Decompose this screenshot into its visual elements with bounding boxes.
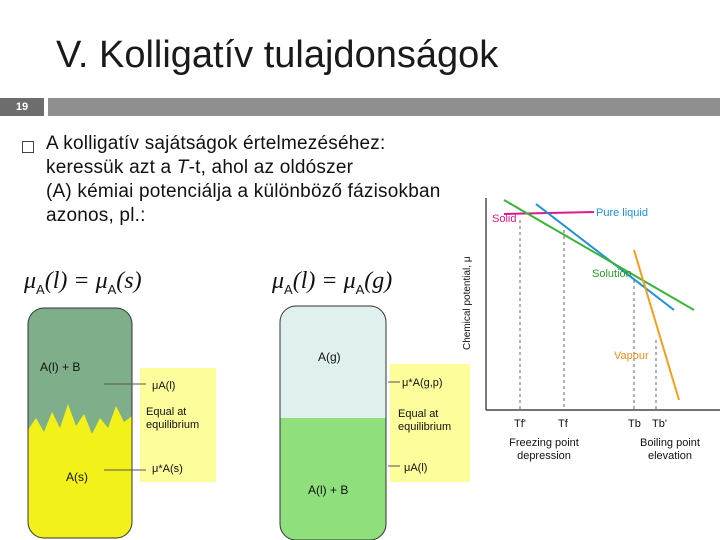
- bullet-square-icon: [22, 141, 34, 153]
- right-equation: $\mu_A(l) = \mu_A(g)$: [272, 268, 393, 297]
- right-mu-bottom: μA(l): [404, 462, 428, 474]
- right-equal-label: Equal at equilibrium: [398, 408, 452, 433]
- bullet-line-2: [46, 156, 566, 180]
- left-eq-lhs-sub: A: [36, 281, 45, 297]
- left-mu-bottom: μ*A(s): [152, 463, 183, 475]
- pure-liquid-curve: [536, 204, 674, 310]
- left-equal-label: Equal at equilibrium: [146, 406, 200, 431]
- phase-chart: [464, 190, 720, 470]
- right-eq-rhs-sub: A: [355, 281, 365, 297]
- left-equation: $\mu_A(l) = \mu_A(s)$: [24, 268, 142, 297]
- right-mu-top: μ*A(g,p): [402, 377, 443, 389]
- bullet-line-4: azonos, pl.:: [46, 205, 146, 226]
- pure-liquid-label: Pure liquid: [596, 207, 648, 219]
- right-lower-label: A(l) + B: [308, 483, 349, 497]
- slide-title: V. Kolligatív tulajdonságok: [56, 34, 499, 76]
- y-axis-label: Chemical potential, μ: [462, 256, 473, 350]
- right-eq-op: =: [321, 268, 338, 294]
- solid-curve-label: Solid: [492, 213, 517, 225]
- tick-tb: Tb: [628, 418, 641, 430]
- bullet-line-2-pre: keressük azt a: [46, 157, 177, 178]
- right-upper-label: A(g): [318, 350, 341, 364]
- right-eq-lhs-sub: A: [284, 281, 293, 297]
- bullet-line-2-post: -t, ahol az oldószer: [188, 157, 354, 178]
- left-eq-lhs-arg: (l): [44, 268, 68, 294]
- bullet-line-3: (A) kémiai potenciálja a különböző fázisokban: [46, 181, 441, 202]
- tick-tf: Tf: [558, 418, 568, 430]
- right-eq-rhs-arg: (g): [364, 268, 393, 294]
- left-eq-op: =: [73, 268, 90, 294]
- tick-tf-prime: Tf': [514, 418, 526, 430]
- bullet-line-2-T: T: [176, 157, 189, 178]
- left-mu-top: μA(l): [152, 380, 176, 392]
- tick-tb-prime: Tb': [652, 418, 667, 430]
- caption-boiling: Boiling point elevation: [640, 437, 700, 462]
- bullet-line-1: A kolligatív sajátságok értelmezéséhez:: [46, 133, 386, 154]
- header-bar: [48, 98, 720, 116]
- solution-label: Solution: [592, 268, 632, 280]
- right-liquid-region: [280, 418, 386, 540]
- caption-freezing: Freezing point depression: [509, 437, 579, 462]
- left-lower-label: A(s): [66, 470, 88, 484]
- slide-number: 19: [0, 98, 44, 116]
- left-eq-rhs-arg: (s): [116, 268, 142, 294]
- left-eq-rhs-sub: A: [107, 281, 117, 297]
- left-container-diagram: [0, 300, 260, 540]
- vapour-label: Vapour: [614, 350, 649, 362]
- left-upper-label: A(l) + B: [40, 360, 81, 374]
- right-eq-lhs-arg: (l): [292, 268, 316, 294]
